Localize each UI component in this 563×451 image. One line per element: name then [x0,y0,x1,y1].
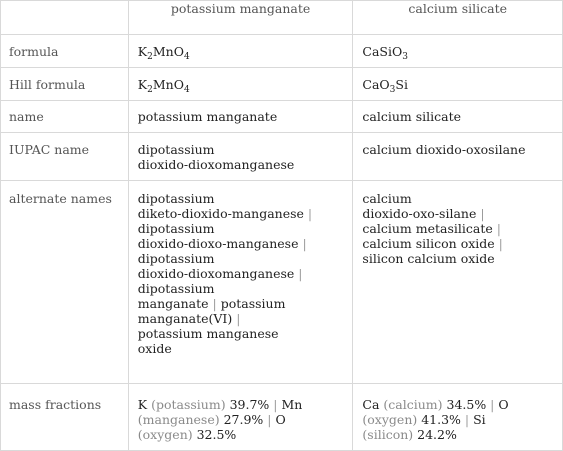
column-header-a: potassium manganate [128,1,353,35]
formula-a: $K_2MnO_4$ [128,35,353,68]
mass-fraction-line: (oxygen) 41.3% | Si [362,412,486,427]
row-label-name: name [1,101,129,133]
row-alternate [1,181,563,384]
row-mass [1,384,563,451]
row-label-mass: mass fractions [1,384,129,451]
text-line: potassium manganese [137,326,279,341]
corner-cell [1,1,129,35]
iupac-a [128,133,353,181]
text-line: calcium dioxido-oxosilane [362,142,526,157]
name-b: calcium silicate [353,101,563,133]
hill-formula-a: $K_2MnO_4$ [128,68,353,101]
row-label-formula: formula [1,35,129,68]
formula-b: CaSiO$_3$ [353,35,563,68]
text-line: dipotassium [137,191,215,206]
mass-fraction-line: (silicon) 24.2% [362,427,457,442]
mass-fraction-line: Ca (calcium) 34.5% | O [362,397,509,412]
row-label-alternate: alternate names [1,181,129,384]
text-line: calcium [362,191,412,206]
text-line: calcium metasilicate | [362,221,501,236]
name-a: potassium manganate [128,101,353,133]
row-iupac [1,133,563,181]
text-line: silicon calcium oxide [362,251,495,266]
column-header-b: calcium silicate [353,1,563,35]
text-line: dipotassium [137,221,215,236]
row-label-iupac: IUPAC name [1,133,129,181]
mass-fraction-line: K (potassium) 39.7% | Mn [137,397,303,412]
mass-fractions-b [353,384,563,451]
text-line: dipotassium [137,281,215,296]
hill-formula-b: CaO$_3$Si [353,68,563,101]
text-line: dioxido-dioxomanganese | [137,266,303,281]
row-name [1,101,563,133]
header-row [1,1,563,35]
text-line: dipotassium [137,142,215,157]
text-line: dioxido-dioxomanganese [137,157,295,172]
text-line: calcium silicon oxide | [362,236,503,251]
text-line: dipotassium [137,251,215,266]
mass-fractions-a [128,384,353,451]
text-line: oxide [137,341,172,356]
text-line: manganate | potassium [137,296,286,311]
text-line: manganate(VI) | [137,311,241,326]
row-label-hill: Hill formula [1,68,129,101]
mass-fraction-line: (oxygen) 32.5% [137,427,237,442]
text-line: diketo-dioxido-manganese | [137,206,313,221]
alternate-names-a [128,181,353,384]
row-formula [1,35,563,68]
row-hill [1,68,563,101]
text-line: dioxido-dioxo-manganese | [137,236,307,251]
iupac-b [353,133,563,181]
mass-fraction-line: (manganese) 27.9% | O [137,412,286,427]
alternate-names-b [353,181,563,384]
text-line: dioxido-oxo-silane | [362,206,485,221]
